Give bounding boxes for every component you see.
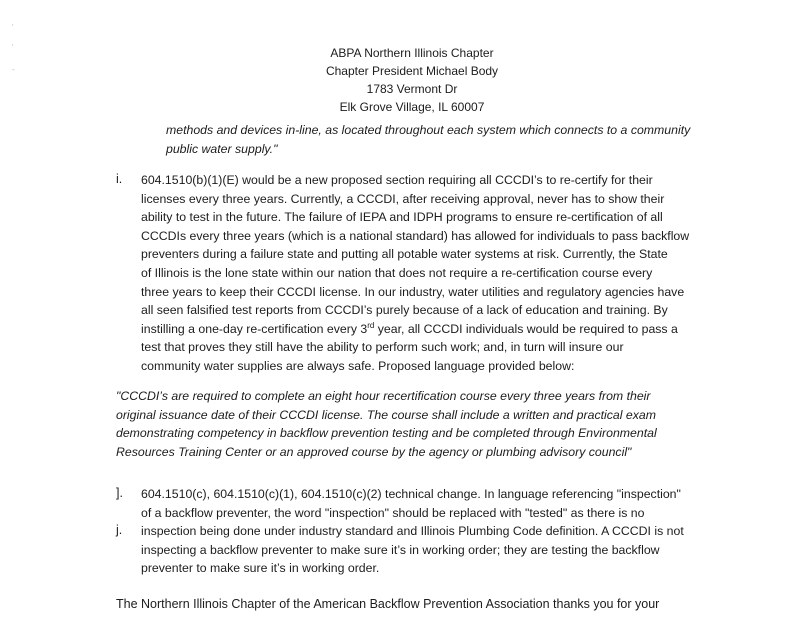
letterhead <box>212 44 612 116</box>
proposal-line: demonstrating competency in backflow prevention testing and be completed through Environmental <box>116 426 657 441</box>
item-i-label: i. <box>116 172 123 186</box>
proposed-language <box>116 387 756 461</box>
item-line-text: instilling a one-day re-certification every 3 <box>141 321 368 336</box>
item-line: of Illinois is the lone state within our nation that does not require a re-certification course every <box>141 265 653 280</box>
letterhead-president: Chapter President Michael Body <box>325 64 499 78</box>
ordinal-suffix: rd <box>367 320 375 330</box>
scan-speck-mark: - <box>12 65 15 74</box>
item-line: preventers during a failure state and putting all potable water systems at risk. Currently, the State <box>141 247 668 262</box>
item-line: CCCDIs every three years (which is a national standard) has allowed for individuals to pass backflow <box>141 228 690 243</box>
quote-line: methods and devices in-line, as located throughout each system which connects to a community <box>166 123 691 137</box>
item-line: 604.1510(b)(1)(E) would be a new proposed section requiring all CCCDI’s to re-certify for their <box>141 173 653 187</box>
quote-continuation <box>166 121 766 158</box>
closing-paragraph: The Northern Illinois Chapter of the American Backflow Prevention Association thanks you for your <box>116 597 660 611</box>
item-j-body <box>141 485 741 578</box>
item-j-label: j. <box>116 523 123 537</box>
item-line: inspecting a backflow preventer to make sure it’s in working order; they are testing the backflow <box>141 542 660 557</box>
item-line-text: year, all CCCDI individuals would be required to pass a <box>374 321 678 336</box>
proposal-line: Resources Training Center or an approved course by the agency or plumbing advisory council" <box>116 444 632 459</box>
scan-speck-mark: ' <box>12 43 14 52</box>
letterhead-street: 1783 Vermont Dr <box>366 82 458 96</box>
item-line <box>141 320 741 339</box>
item-line: test that proves they still have the ability to perform such work; and, in turn will insure our <box>141 340 624 355</box>
item-line: inspection being done under industry standard and Illinois Plumbing Code definition. A CCCDI is not <box>141 524 684 539</box>
proposal-line: original issuance date of their CCCDI license. The course shall include a written and practical exam <box>116 407 656 422</box>
letterhead-org: ABPA Northern Illinois Chapter <box>330 46 494 60</box>
scan-speck-mark: ' <box>12 23 14 32</box>
item-line: of a backflow preventer, the word "inspection" should be replaced with "tested" as there is no <box>141 505 645 520</box>
item-line: community water supplies are always safe. Proposed language provided below: <box>141 358 575 373</box>
item-j-label-scan: ]. <box>116 486 123 500</box>
item-line: 604.1510(c), 604.1510(c)(1), 604.1510(c)(2) technical change. In language referencing "inspection" <box>141 487 681 501</box>
item-i-body <box>141 171 741 376</box>
quote-line: public water supply." <box>166 141 278 156</box>
item-line: ability to test in the future. The failure of IEPA and IDPH programs to ensure re-certification of all <box>141 210 663 225</box>
item-line: all seen falsified test reports from CCCDI’s purely because of a lack of education and training. By <box>141 303 668 318</box>
letterhead-city: Elk Grove Village, IL 60007 <box>339 100 485 114</box>
item-line: three years to keep their CCCDI license. In our industry, water utilities and regulatory agencies have <box>141 284 685 299</box>
item-line: preventer to make sure it’s in working order. <box>141 561 380 576</box>
item-line: licenses every three years. Currently, a CCCDI, after receiving approval, never has to show their <box>141 191 665 206</box>
proposal-line: "CCCDI’s are required to complete an eight hour recertification course every three years from their <box>116 389 651 403</box>
